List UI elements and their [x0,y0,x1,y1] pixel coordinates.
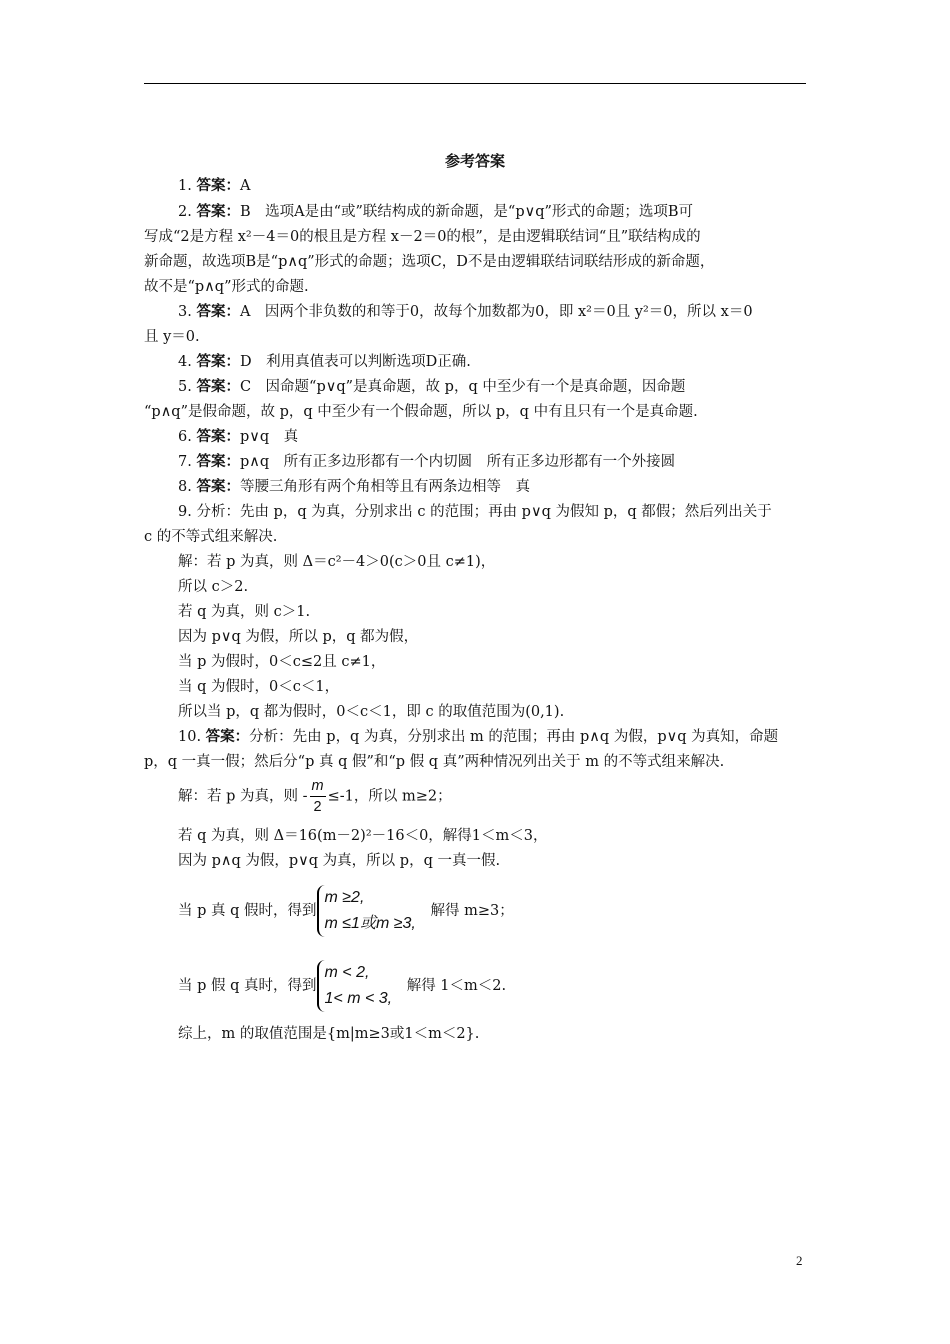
item-number: 3. [178,304,192,320]
case-result: 解得 m≥3； [430,903,514,919]
item-number: 4. [178,354,192,370]
answer-10-line-4: 若 q 为真，则 Δ＝16(m－2)²－16＜0，解得1＜m＜3， [178,828,548,844]
answer-9-line-6: 因为 p∨q 为假，所以 p，q 都为假， [178,629,419,645]
answer-7 [178,452,675,472]
answer-3-line-1 [178,302,753,322]
answer-text: p∧q 所有正多边形都有一个内切圆 所有正多边形都有一个外接圆 [239,454,676,470]
section-title: 参考答案 [444,152,505,170]
answer-10-conclusion: 综上，m 的取值范围是{m|m≥3或1＜m＜2}. [178,1026,480,1042]
case-label: 当 p 假 q 真时，得到 [178,978,317,994]
answer-10-line-1 [178,727,778,747]
item-number: 5. [178,379,192,395]
answer-10-line-3 [178,776,452,817]
answer-text: C 因命题“p∨q”是真命题，故 p，q 中至少有一个是真命题，因命题 [239,379,686,395]
header-rule [144,83,806,84]
answer-label: 答案： [196,304,240,320]
answer-10-line-5: 因为 p∧q 为假，p∨q 为真，所以 p，q 一真一假. [178,853,501,869]
page-number: 2 [796,1253,803,1268]
answer-3-line-2: 且 y＝0. [144,329,200,345]
answer-2-line-4: 故不是“p∧q”形式的命题. [144,279,309,295]
fraction-numerator: m [310,776,326,797]
answer-9-line-5: 若 q 为真，则 c＞1. [178,604,311,620]
fraction-denominator: 2 [313,799,322,815]
answer-2-line-1 [178,202,693,222]
answer-label: 答案： [196,204,240,220]
answer-10-line-2: p，q 一真一假；然后分“p 真 q 假”和“p 假 q 真”两种情况列出关于 m 的不等式组来解决. [144,754,725,770]
answer-9-line-2: c 的不等式组来解决. [144,529,278,545]
answer-text: 等腰三角形有两个角相等且有两条边相等 真 [239,479,530,495]
case-label: 当 p 真 q 假时，得到 [178,903,317,919]
answer-text: p∨q 真 [239,429,299,445]
answer-label: 答案： [196,429,240,445]
answer-text: 解：若 p 为真，则 - [178,788,308,805]
answer-9-line-9: 所以当 p，q 都为假时，0＜c＜1，即 c 的取值范围为(0,1). [178,704,565,720]
answer-label: 答案： [196,454,240,470]
answer-text: 分析：先由 p，q 为真，分别求出 m 的范围；再由 p∧q 为假，p∨q 为真知，命题 [249,729,779,745]
system-row: m ≥2, [324,889,365,906]
answer-label: 答案： [205,729,250,745]
answer-text: A 因两个非负数的和等于0，故每个加数都为0，即 x²＝0且 y²＝0，所以 x＝0 [239,304,753,320]
answer-2-line-2: 写成“2是方程 x²－4＝0的根且是方程 x－2＝0的根”，是由逻辑联结词“且”联结构成的 [144,229,701,245]
item-number: 7. [178,454,192,470]
answer-9-line-7: 当 p 为假时，0＜c≤2且 c≠1， [178,654,386,670]
case-result: 解得 1＜m＜2. [406,978,507,994]
case-p-true-q-false [178,885,514,937]
answer-text: D 利用真值表可以判断选项D正确. [239,354,471,370]
answer-text: B 选项A是由“或”联结构成的新命题，是“p∨q”形式的命题；选项B可 [239,204,694,220]
fraction [310,776,326,817]
answer-1 [178,176,250,196]
case-p-false-q-true [178,960,506,1012]
answer-9-line-8: 当 q 为假时，0＜c＜1， [178,679,340,695]
system-row: m ≤1或m ≥3, [324,915,416,932]
answer-2-line-3: 新命题，故选项B是“p∧q”形式的命题；选项C，D不是由逻辑联结词联结形成的新命题， [144,254,715,270]
answer-5-line-2: “p∧q”是假命题，故 p，q 中至少有一个假命题，所以 p，q 中有且只有一个是真命题. [144,404,698,420]
answer-5-line-1 [178,377,685,397]
inequality-system [317,960,393,1012]
answer-9-line-4: 所以 c＞2. [178,579,249,595]
answer-label: 答案： [196,354,240,370]
inequality-system [317,885,416,937]
item-number: 8. [178,479,192,495]
system-row: 1< m < 3, [324,990,393,1007]
system-row: m < 2, [324,964,370,981]
answer-text: A [239,178,251,194]
item-number: 1. [178,178,192,194]
answer-text: ≤-1，所以 m≥2； [327,788,452,805]
answer-label: 答案： [196,178,240,194]
item-number: 2. [178,204,192,220]
answer-label: 答案： [196,479,240,495]
answer-6 [178,427,298,447]
answer-8 [178,477,530,497]
item-number: 10. [178,729,202,745]
answer-9-line-1: 9. 分析：先由 p，q 为真，分别求出 c 的范围；再由 p∨q 为假知 p，q 都假；然后列出关于 [178,504,772,520]
item-number: 6. [178,429,192,445]
answer-4 [178,352,471,372]
answer-9-line-3: 解：若 p 为真，则 Δ＝c²－4＞0(c＞0且 c≠1)， [178,554,496,570]
answer-label: 答案： [196,379,240,395]
